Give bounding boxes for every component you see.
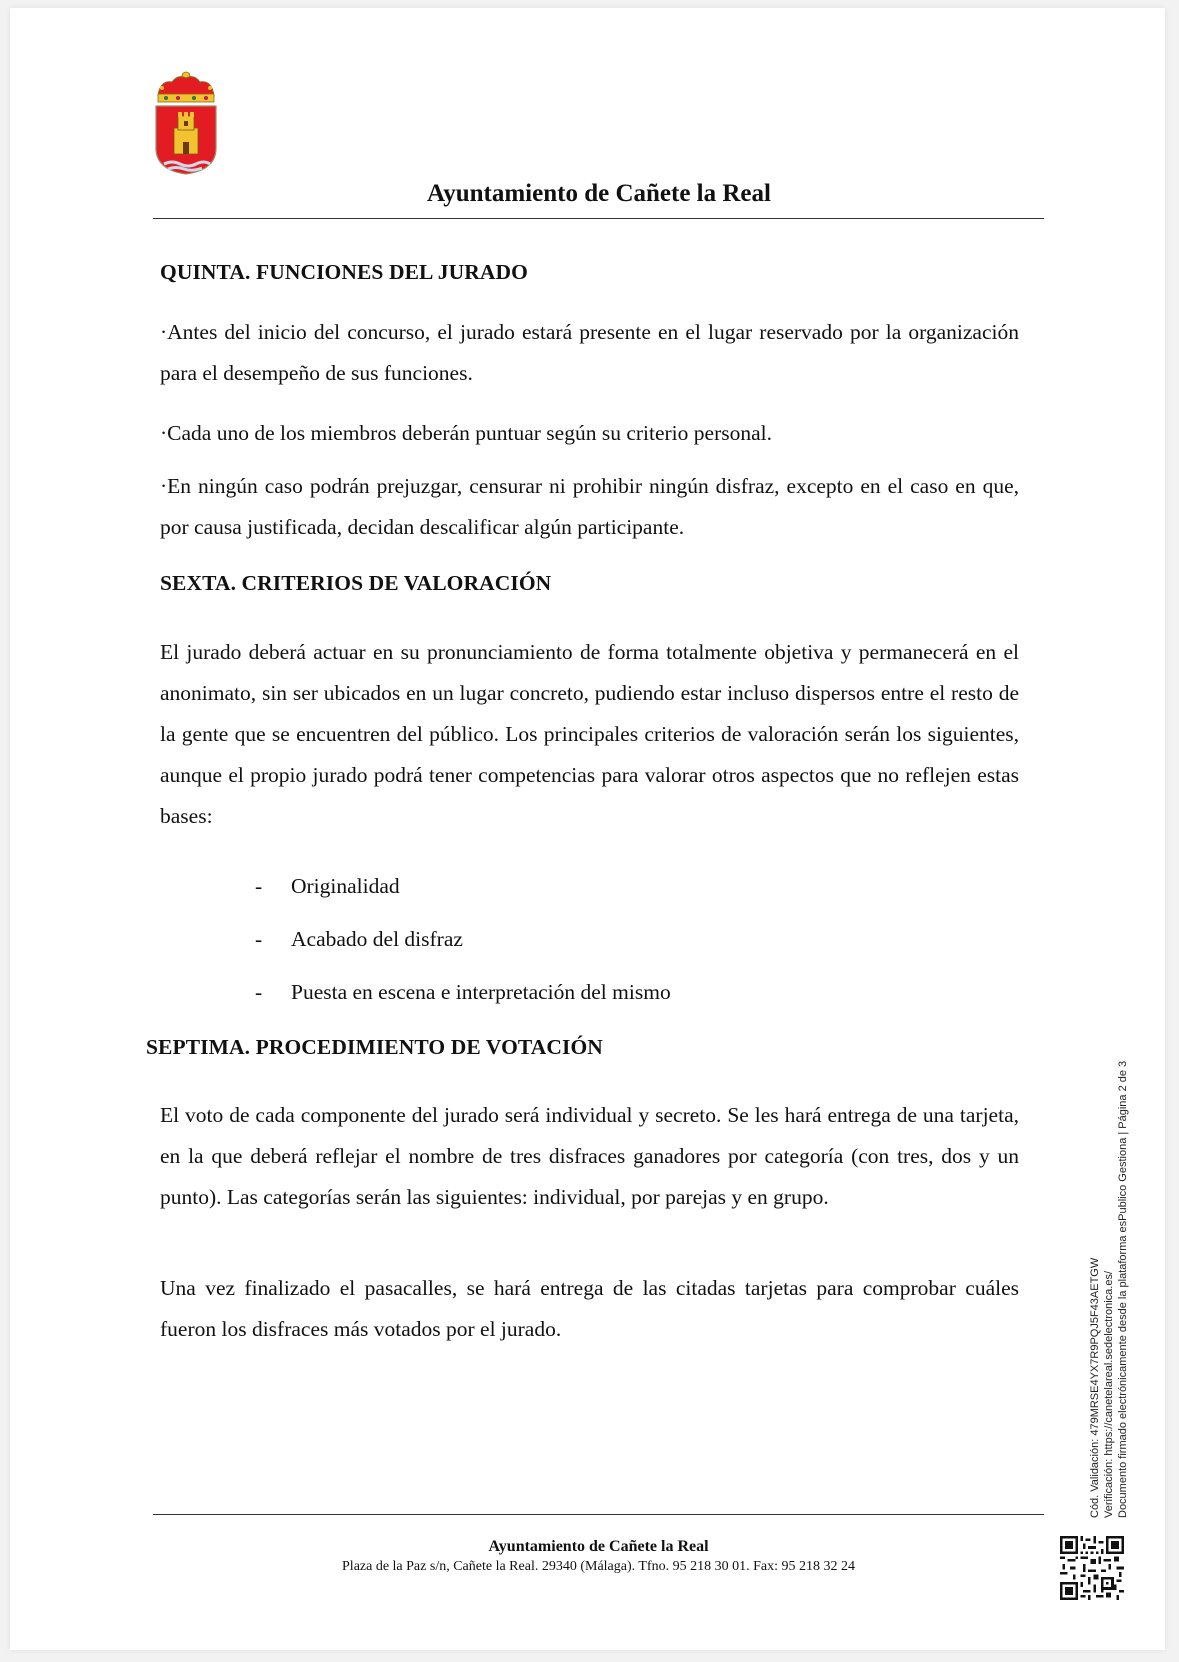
header-title: Ayuntamiento de Cañete la Real bbox=[427, 180, 771, 207]
validation-code: Cód. Validación: 479MRSE4YX7R9PQJ5F43AETGW bbox=[1089, 1257, 1101, 1518]
coat-of-arms-logo bbox=[152, 66, 220, 178]
document-page bbox=[10, 8, 1165, 1650]
signature-note: Documento firmado electrónicamente desde la plataforma esPublico Gestiona | Página 2 de 3 bbox=[1117, 1060, 1129, 1518]
qr-code[interactable] bbox=[1060, 1536, 1124, 1600]
paragraph: ·Cada uno de los miembros deberán puntuar según su criterio personal. bbox=[160, 421, 772, 445]
section-heading-sexta: SEXTA. CRITERIOS DE VALORACIÓN bbox=[160, 571, 552, 595]
verification-text bbox=[1088, 1061, 1130, 1518]
paragraph: ·En ningún caso podrán prejuzgar, censurar ni prohibir ningún disfraz, excepto en el caso en que, por causa justificada, decidan descalificar algún participante. bbox=[160, 474, 1019, 539]
list-marker: - bbox=[255, 874, 263, 898]
list-marker: - bbox=[255, 927, 263, 951]
list-item-text: Originalidad bbox=[291, 874, 400, 898]
paragraph: Una vez finalizado el pasacalles, se hará entrega de las citadas tarjetas para comprobar cuáles fueron los disfraces más votados por el jurado. bbox=[160, 1276, 1019, 1341]
list-item-text: Acabado del disfraz bbox=[291, 927, 463, 951]
footer-title: Ayuntamiento de Cañete la Real bbox=[488, 1538, 709, 1555]
footer-divider bbox=[153, 1514, 1044, 1515]
paragraph: ·Antes del inicio del concurso, el jurado estará presente en el lugar reservado por la organización para el desempeño de sus funciones. bbox=[160, 320, 1019, 385]
paragraph: El jurado deberá actuar en su pronunciamiento de forma totalmente objetiva y permanecerá en el anonimato, sin ser ubicados en un lugar concreto, pudiendo estar incluso dispersos entre el resto de la gente que se encuentren del público. Los principales criterios de valoración serán los siguientes, aunque el propio jurado podrá tener competencias para valorar otros aspectos que no reflejen estas bases: bbox=[160, 640, 1019, 828]
paragraph: El voto de cada componente del jurado será individual y secreto. Se les hará entrega de una tarjeta, en la que deberá reflejar el nombre de tres disfraces ganadores por categoría (con tres, dos y un punto). Las categorías serán las siguientes: individual, por parejas y en grupo. bbox=[160, 1103, 1019, 1209]
section-heading-quinta: QUINTA. FUNCIONES DEL JURADO bbox=[160, 260, 528, 284]
section-heading-septima: SEPTIMA. PROCEDIMIENTO DE VOTACIÓN bbox=[146, 1035, 603, 1059]
list-marker: - bbox=[255, 980, 263, 1004]
list-item-text: Puesta en escena e interpretación del mismo bbox=[291, 980, 671, 1004]
header-divider bbox=[153, 218, 1044, 219]
verification-url: Verificación: https://canetelareal.sedelectronica.es/ bbox=[1103, 1270, 1115, 1518]
footer-address: Plaza de la Paz s/n, Cañete la Real. 29340 (Málaga). Tfno. 95 218 30 01. Fax: 95 218 32 24 bbox=[342, 1559, 855, 1574]
